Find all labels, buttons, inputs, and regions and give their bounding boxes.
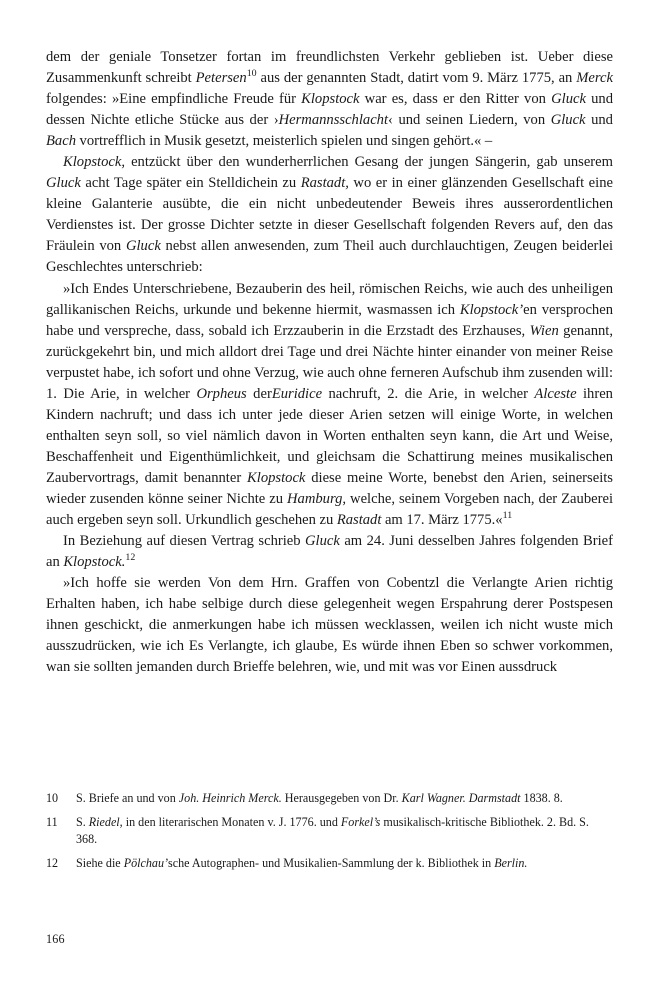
footnote-marker[interactable]: 12	[125, 552, 136, 564]
footnote-number: 12	[46, 856, 59, 871]
text-run: und	[585, 112, 613, 129]
text-run: musikalisch-kritische Bibliothek. 2. Bd. S. 368.	[76, 814, 589, 847]
italic-run: Klopstock,	[63, 154, 126, 171]
text-run: nachruft, 2. die Arie, in welcher	[322, 385, 535, 402]
footnote-number: 10	[46, 791, 59, 805]
italic-run: Karl Wagner. Darmstadt	[401, 791, 521, 805]
text-run: genannt, zurückgekehrt bin, und mich alldort drei Tage und drei Nächte hinter einander von meiner Reise verpustet habe, ich sofort und ohne Verzug, wie auch ohne ferneren Aufschub ihm zusenden will: 1. Die Arie, in welcher	[46, 322, 613, 402]
italic-run: Gluck	[46, 175, 81, 192]
italic-run: Gluck	[305, 533, 340, 550]
text-run: Herausgegeben von Dr.	[281, 791, 402, 805]
paragraph	[46, 279, 613, 532]
italic-run: Gluck	[550, 112, 586, 129]
text-run: und dessen Nichte etliche Stücke aus der ›	[46, 91, 613, 129]
footnote-marker[interactable]: 11	[502, 510, 513, 522]
paragraph	[46, 152, 613, 278]
text-run: en versprochen habe und verspreche, dass, sobald ich Erzzauberin in die Erzstadt des Erzhauses,	[46, 301, 614, 339]
footnote-text	[76, 814, 613, 849]
page-number: 166	[46, 932, 65, 946]
italic-run: Wien	[529, 322, 559, 339]
italic-run: Klopstock’	[459, 301, 524, 318]
footnote-marker[interactable]: 10	[246, 68, 257, 80]
paragraph	[46, 573, 613, 678]
italic-run: Rastadt	[336, 512, 382, 529]
paragraph	[46, 531, 613, 573]
text-run: sche Autographen- und Musikalien-Sammlung der k. Bibliothek in	[168, 856, 495, 871]
italic-run: Berlin.	[494, 856, 528, 871]
body-text-block	[46, 47, 613, 678]
text-run: ihren Kindern nachruft; und dass ich unter jede dieser Arien setzen will einige Worte, in welchen enthalten seyn soll, so viel nämlich davon in Worten enthalten seyn kann, die Art und Weise, Beschaffenheit und Eigenthümlichkeit, und gleichsam die Schattirung meines musikalischen Zaubervortrags, damit benannter	[46, 385, 613, 486]
italic-run: Gluck	[125, 238, 161, 255]
italic-run: Hamburg,	[287, 490, 347, 507]
italic-run: Klopstock	[301, 91, 360, 108]
text-run: aus der genannten Stadt, datirt vom 9. März 1775, an	[256, 70, 577, 87]
italic-run: Petersen	[195, 70, 247, 87]
text-run: in den literarischen Monaten v. J. 1776. und	[122, 814, 341, 829]
italic-run: Hermannsschlacht	[278, 112, 389, 129]
text-run: S. Briefe an und von	[76, 791, 179, 805]
text-run: der	[246, 385, 272, 402]
text-run: Siehe die	[76, 856, 124, 871]
italic-run: Pölchau’	[123, 856, 169, 871]
italic-run: Rastadt,	[300, 175, 349, 192]
text-run: S.	[76, 814, 89, 829]
italic-run: Klopstock.	[63, 554, 126, 571]
footnote-number: 11	[46, 814, 58, 829]
text-run: folgendes: »Eine empfindliche Freude für	[46, 91, 302, 108]
italic-run: Gluck	[551, 91, 586, 108]
footnote-entry	[46, 814, 613, 849]
text-run: ‹ und seinen Liedern, von	[388, 112, 551, 129]
italic-run: Merck	[576, 70, 613, 87]
page-canvas	[46, 0, 613, 990]
italic-run: Alceste	[534, 385, 577, 402]
text-run: welche, seinem Vorgeben nach, der Zauberei auch ergeben seyn soll. Urkundlich geschehen zu	[46, 490, 613, 529]
italic-run: Joh. Heinrich Merck.	[178, 791, 282, 805]
footnote-entry	[46, 855, 613, 872]
footnotes-block	[46, 790, 613, 879]
text-run: acht Tage später ein Stelldichein zu	[80, 175, 301, 192]
text-run: In Beziehung auf diesen Vertrag schrieb	[63, 533, 306, 550]
italic-run: Forkel’s	[340, 814, 381, 829]
text-run: vortrefflich in Musik gesetzt, meisterlich spielen und singen gehört.« –	[76, 133, 493, 150]
footnote-text	[76, 855, 613, 872]
text-run: »Ich hoffe sie werden Von dem Hrn. Graffen von Cobentzl die Verlangte Arien richtig Erhalten haben, ich habe selbige durch diese gelegenheit wegen Erspahrung derer Postspesen ihnen geschickt, die anmerkungen habe ich müssen wecklassen, weilen ich nicht wuste mich ausszudrücken, wie ich Es Verlangte, ich glaube, Es würde ihnen Eben so schwer vorkommen, wan sie sollten jemanden durch Brieffe belehren, wie, und mit was vor Einen aussdruck	[46, 575, 613, 676]
text-run: war es, dass er den Ritter von	[359, 91, 552, 108]
italic-run: Riedel,	[88, 814, 123, 829]
footnote-text	[76, 790, 613, 807]
text-run: 1838. 8.	[520, 791, 563, 805]
italic-run: Orpheus	[196, 385, 247, 402]
italic-run: Bach	[46, 133, 76, 150]
text-run: entzückt über den wunderherrlichen Gesang der jungen Sängerin, gab unserem	[125, 154, 613, 171]
paragraph	[46, 47, 613, 152]
italic-run: Klopstock	[247, 469, 306, 486]
text-run: dem der geniale Tonsetzer fortan im freundlichsten Verkehr geblieben ist. Ueber diese Zusammenkunft schreibt	[46, 49, 613, 87]
text-run: nebst allen anwesenden, zum Theil auch durchlauchtigen, Zeugen beiderlei Geschlechtes unterschrieb:	[46, 238, 614, 276]
footnote-entry	[46, 790, 613, 807]
text-run: am 17. März 1775.«	[381, 512, 503, 529]
text-run: am 24. Juni desselben Jahres folgenden Brief an	[46, 533, 613, 571]
text-run: »Ich Endes Unterschriebene, Bezauberin des heil, römischen Reichs, wie auch des unheiligen gallikanischen Reichs, urkunde und bekenne hiermit, wasmassen ich	[46, 280, 613, 318]
text-run: wo er in einer glänzenden Gesellschaft eine kleine Galanterie ausübte, die ein nicht unbedeutender Beweis ihres ausserordentlichen Verdienstes ist. Der grosse Dichter setzte in dieser Gesellschaft folgenden Revers auf, den das Fräulein von	[46, 175, 613, 255]
italic-run: Euridice	[271, 385, 323, 402]
text-run: diese meine Worte, benebst den Arien, seinerseits wieder zusenden könne seiner Nichte zu	[46, 469, 613, 507]
